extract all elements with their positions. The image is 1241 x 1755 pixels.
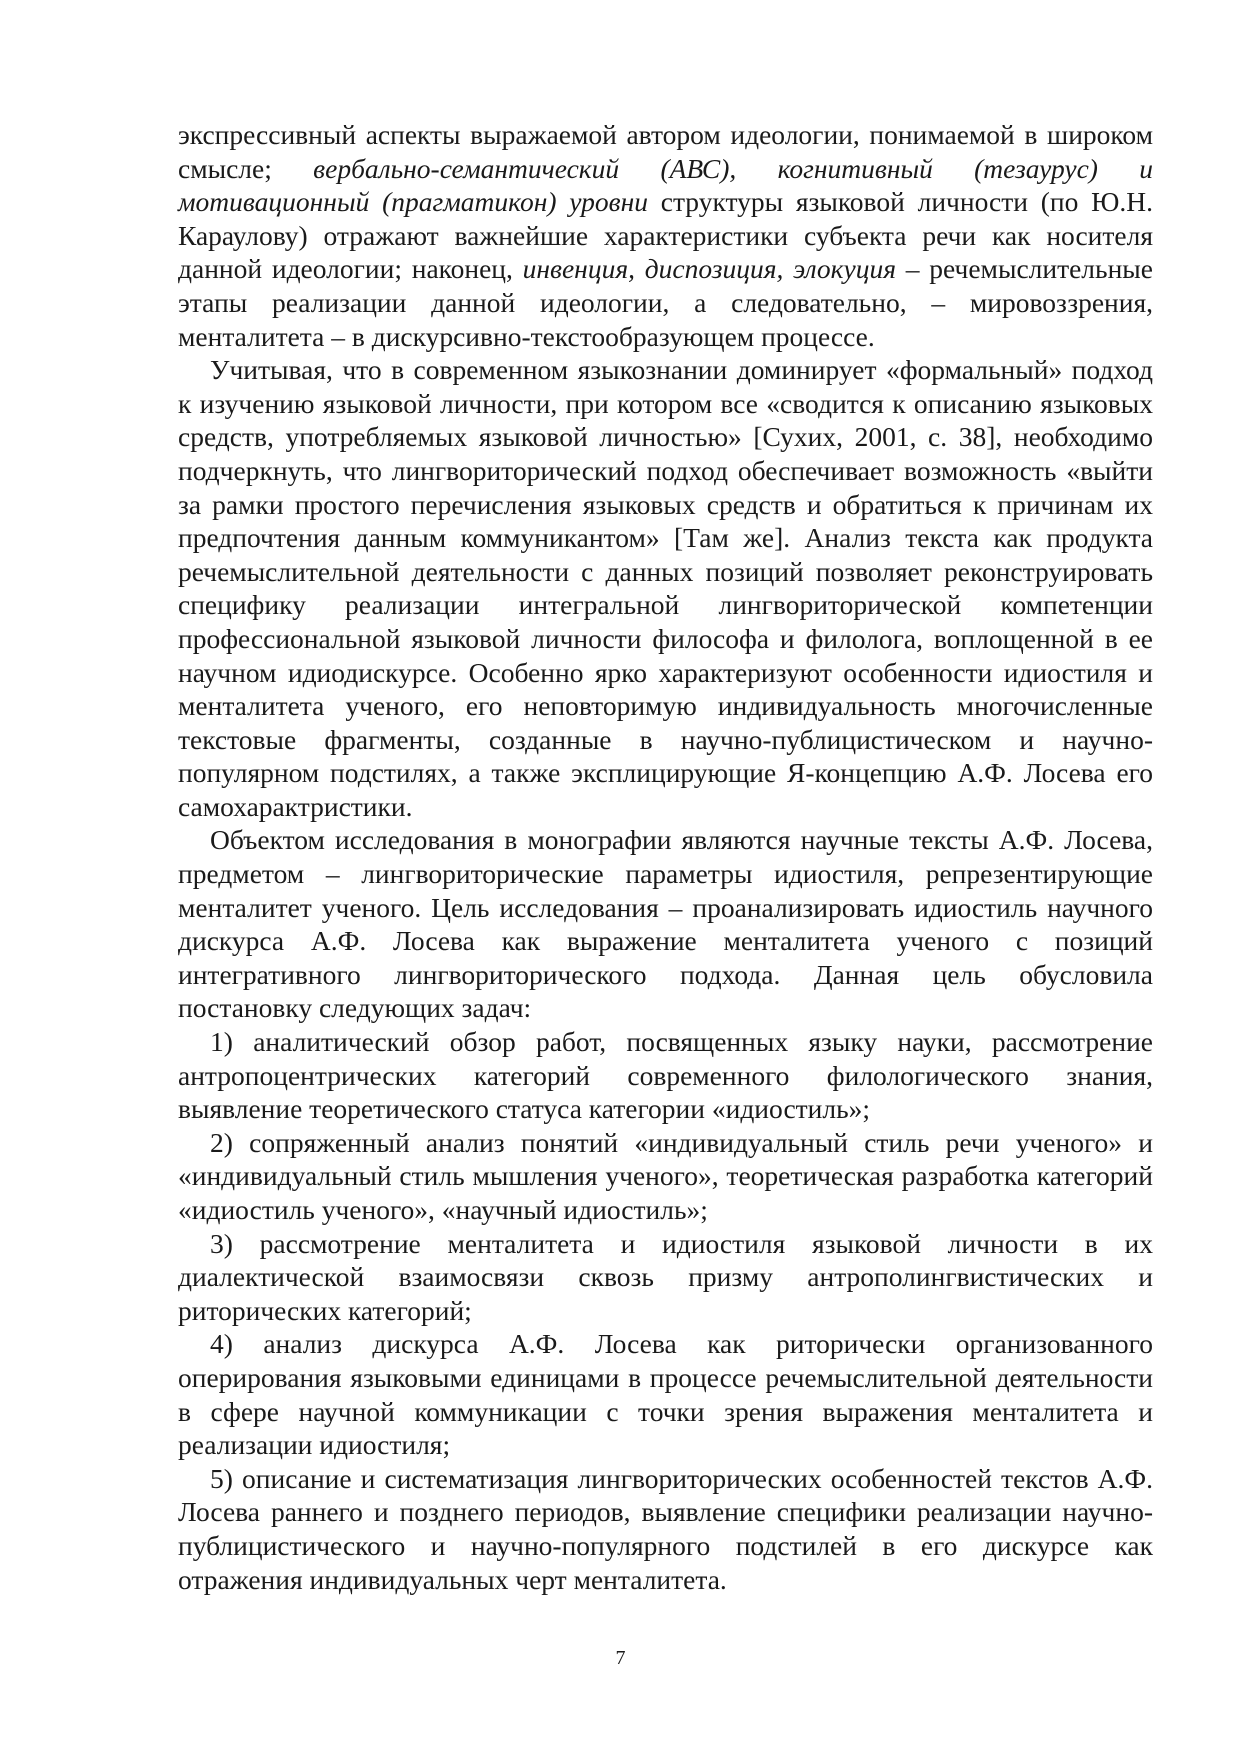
paragraph-approach: Учитывая, что в современном языкознании доминирует «формальный» подход к изучению языковой личности, при котором все «сводится к описанию языковых средств, употребляемых языковой личностью» [Сухих, 2001, с. 38], необходимо подчеркнуть, что лингвориторический подход обеспечивает возможность «выйти за рамки простого перечисления языковых средств и обратиться к причинам их предпочтения данным коммуникантом» [Там же]. Анализ текста как продукта речемыслительной деятельности с данных позиций позволяет реконструировать специфику реализации интегральной лингвориторической компетенции профессиональной языковой личности философа и филолога, воплощенной в ее научном идиодискурсе. Особенно ярко характеризуют особенности идиостиля и менталитета ученого, его неповторимую индивидуальность многочисленные текстовые фрагменты, созданные в научно-публицистическом и научно-популярном подстилях, а также эксплицирующие Я-концепцию А.Ф. Лосева его самохарактристики. (178, 354, 1153, 822)
paragraph-1-text-a: экспрессивный аспекты выражаемой автором идеологии, понимаемой в широком смысле; (178, 119, 1153, 184)
task-item-5: 5) описание и систематизация лингвориторических особенностей текстов А.Ф. Лосева раннего и позднего периодов, выявление специфики реализации научно-публицистического и научно-популярного подстилей в его дискурсе как отражения индивидуальных черт менталитета. (178, 1462, 1153, 1595)
paragraph-continuation (178, 118, 1153, 353)
paragraph-object-goal: Объектом исследования в монографии являются научные тексты А.Ф. Лосева, предметом – лингвориторические параметры идиостиля, репрезентирующие менталитет ученого. Цель исследования – проанализировать идиостиль научного дискурса А.Ф. Лосева как выражение менталитета ученого с позиций интегративного лингвориторического подхода. Данная цель обусловила постановку следующих задач: (178, 824, 1153, 1024)
task-item-2: 2) сопряженный анализ понятий «индивидуальный стиль речи ученого» и «индивидуальный стиль мышления ученого», теоретическая разработка категорий «идиостиль ученого», «научный идиостиль»; (178, 1126, 1153, 1225)
paragraph-1-text-c: – речемыслительные этапы реализации данной идеологии, а следовательно, – мировоззрения, менталитета – в дискурсивно-текстообразующем процессе. (178, 253, 1153, 352)
paragraph-1-italic-levels: вербально-семантический (АВС), когнитивный (тезаурус) и мотивационный (прагматикон) уровни (178, 152, 1153, 218)
paragraph-1-text-b: структуры языковой личности (по Ю.Н. Караулову) отражают важнейшие характеристики субъекта речи как носителя данной идеологии; наконец, (178, 186, 1154, 285)
task-item-4: 4) анализ дискурса А.Ф. Лосева как риторически организованного оперирования языковыми единицами в процессе речемыслительной деятельности в сфере научной коммуникации с точки зрения выражения менталитета и реализации идиостиля; (178, 1328, 1153, 1461)
task-item-1: 1) аналитический обзор работ, посвященных языку науки, рассмотрение антропоцентрических категорий современного филологического знания, выявление теоретического статуса категории «идиостиль»; (178, 1026, 1153, 1125)
task-item-3: 3) рассмотрение менталитета и идиостиля языковой личности в их диалектической взаимосвязи сквозь призму антрополингвистических и риторических категорий; (178, 1227, 1153, 1326)
paragraph-1-italic-stages: инвенция, диспозиция, элокуция (522, 253, 896, 285)
page-body (178, 118, 1153, 1596)
page-number: 7 (615, 1647, 626, 1669)
